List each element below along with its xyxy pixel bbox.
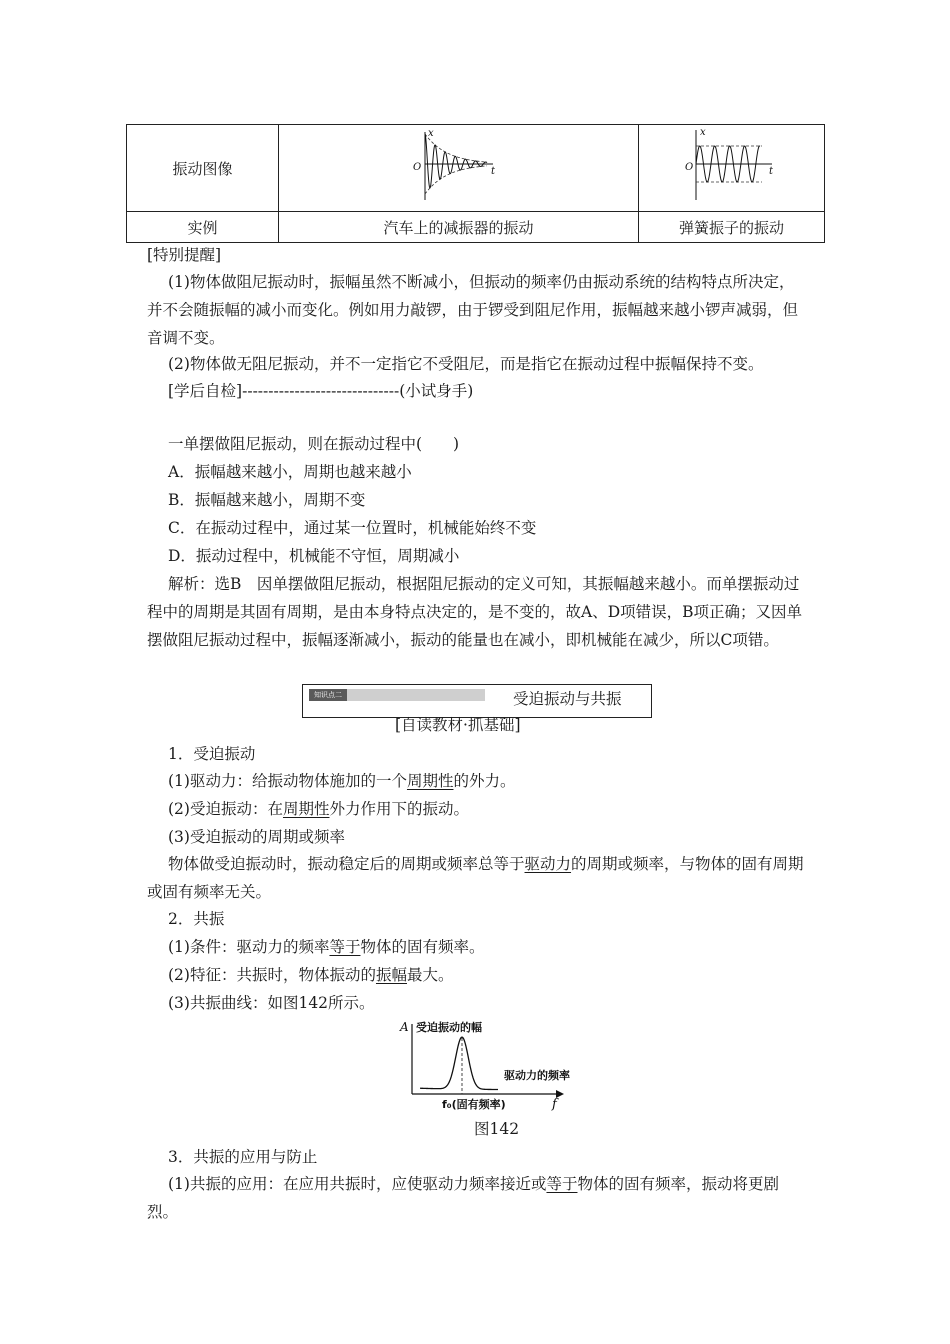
option-b: B．振幅越来越小，周期不变 xyxy=(168,491,366,509)
heading-resonance: 2．共振 xyxy=(168,910,225,928)
undamped-example: 弹簧振子的振动 xyxy=(639,212,825,243)
table-row xyxy=(127,125,825,212)
undamped-vibration-graph xyxy=(672,126,792,206)
resonance-condition: (1)条件：驱动力的频率等于物体的固有频率。 xyxy=(168,938,485,956)
forced-vibration-period-text: 物体做受迫振动时，振动稳定后的周期或频率总等于驱动力的周期或频率，与物体的固有周期或固有频率无关。 xyxy=(147,855,804,901)
resonance-curve-figure xyxy=(398,1016,598,1112)
answer-explanation: 解析：选B 因单摆做阻尼振动，根据阻尼振动的定义可知，其振幅越来越小。而单摆振动过程中的周期是其固有周期，是由本身特点决定的，是不变的，故A、D项错误，B项正确；又因单摆做阻尼振动过程中，振幅逐渐减小，振动的能量也在减小，即机械能在减少，所以C项错。 xyxy=(147,575,803,649)
heading-forced-vibration: 1．受迫振动 xyxy=(168,745,256,763)
section-title: 受迫振动与共振 xyxy=(513,690,622,708)
row-label-example: 实例 xyxy=(127,212,279,243)
resonance-feature: (2)特征：共振时，物体振动的振幅最大。 xyxy=(168,966,454,984)
table-row xyxy=(127,212,825,243)
y-axis-caption: 受迫振动的幅 xyxy=(416,1021,482,1034)
svg-text:t: t xyxy=(768,166,773,177)
option-a: A．振幅越来越小，周期也越来越小 xyxy=(168,463,412,481)
forced-vibration-definition: (2)受迫振动：在周期性外力作用下的振动。 xyxy=(168,800,469,818)
section-subtitle: [自读教材·抓基础] xyxy=(395,716,521,734)
svg-text:x: x xyxy=(427,128,434,139)
forced-vibration-period-heading: (3)受迫振动的周期或频率 xyxy=(168,828,345,846)
section-badge: 知识点二 xyxy=(309,689,485,701)
question-text: 一单摆做阻尼振动，则在振动过程中( ) xyxy=(168,435,460,453)
peak-label: f₀(固有频率) xyxy=(442,1098,506,1111)
svg-text:t: t xyxy=(490,166,495,177)
curve-label: 驱动力的频率 xyxy=(504,1069,570,1082)
notice-header: [特别提醒] xyxy=(147,246,222,264)
selfcheck-header: [学后自检]------------------------------(小试身手) xyxy=(168,382,474,400)
figure-caption: 图142 xyxy=(474,1120,520,1138)
x-axis-label: f xyxy=(552,1097,557,1112)
notice-paragraph-1: (1)物体做阻尼振动时，振幅虽然不断减小，但振动的频率仍由振动系统的结构特点所决定，并不会随振幅的减小而变化。例如用力敲锣，由于锣受到阻尼作用，振幅越来越小锣声减弱，但音调不变。 xyxy=(147,273,799,347)
comparison-table xyxy=(126,124,825,243)
damped-vibration-graph xyxy=(399,126,519,206)
driving-force-definition: (1)驱动力：给振动物体施加的一个周期性的外力。 xyxy=(168,772,516,790)
resonance-curve-text: (3)共振曲线：如图142所示。 xyxy=(168,994,375,1012)
svg-text:x: x xyxy=(699,127,706,138)
undamped-graph-cell xyxy=(639,125,825,212)
row-label-graph: 振动图像 xyxy=(127,125,279,212)
resonance-application-text: (1)共振的应用：在应用共振时，应使驱动力频率接近或等于物体的固有频率，振动将更剧烈。 xyxy=(147,1175,779,1221)
damped-example: 汽车上的减振器的振动 xyxy=(279,212,639,243)
heading-resonance-application: 3．共振的应用与防止 xyxy=(168,1148,318,1166)
svg-text:O: O xyxy=(412,162,421,173)
option-d: D．振动过程中，机械能不守恒，周期减小 xyxy=(168,547,460,565)
notice-paragraph-2: (2)物体做无阻尼振动，并不一定指它不受阻尼，而是指它在振动过程中振幅保持不变。 xyxy=(168,355,764,373)
svg-text:O: O xyxy=(684,162,693,173)
damped-graph-cell xyxy=(279,125,639,212)
y-axis-label: A xyxy=(400,1020,409,1034)
option-c: C．在振动过程中，通过某一位置时，机械能始终不变 xyxy=(168,519,537,537)
